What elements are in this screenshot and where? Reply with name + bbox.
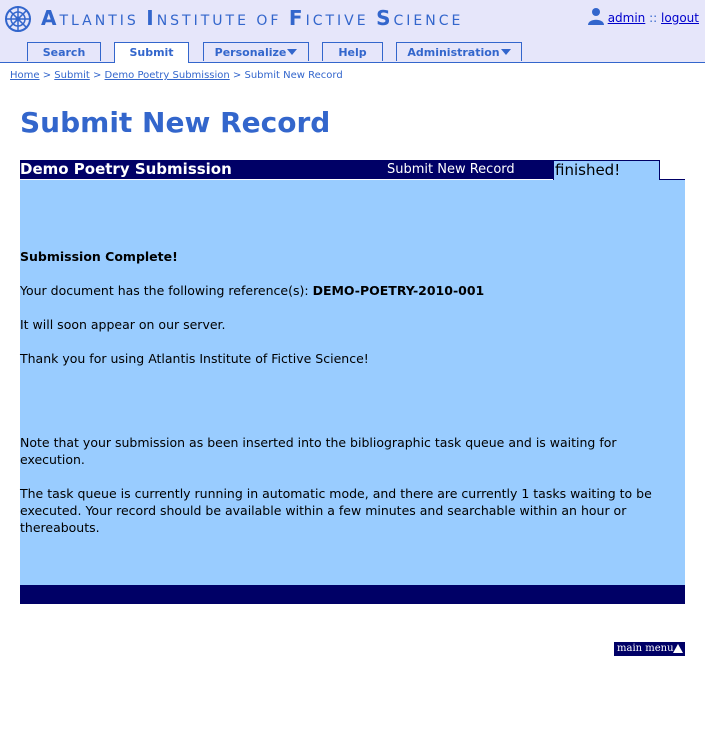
user-icon xyxy=(587,7,605,25)
tab-search-label: Search xyxy=(42,46,86,59)
appear-text: It will soon appear on our server. xyxy=(20,317,226,332)
tab-administration[interactable] xyxy=(396,42,522,61)
breadcrumb-current: Submit New Record xyxy=(244,70,343,81)
chevron-down-icon xyxy=(501,49,511,55)
reference-line xyxy=(20,282,660,299)
complete-heading: Submission Complete! xyxy=(20,249,178,264)
queue-note: Note that your submission as been inserted into the bibliographic task queue and is waiting for execution. xyxy=(20,435,617,467)
site-header xyxy=(0,0,705,62)
logout-link[interactable]: logout xyxy=(661,11,699,25)
site-title-word: FICTIVE xyxy=(288,6,369,30)
breadcrumb-doctype[interactable]: Demo Poetry Submission xyxy=(104,70,230,81)
site-title-word: SCIENCE xyxy=(376,6,464,30)
tab-personalize-label: Personalize xyxy=(214,46,287,59)
doctype-name: Demo Poetry Submission xyxy=(20,160,232,178)
user-link-admin[interactable]: admin xyxy=(607,11,646,25)
tab-help-label: Help xyxy=(338,46,367,59)
queue-status: The task queue is currently running in automatic mode, and there are currently 1 tasks waiting to be executed. Your record should be available within a few minutes and searchable within an hour or thereabouts. xyxy=(20,486,652,535)
user-area xyxy=(587,7,699,25)
ship-wheel-icon[interactable] xyxy=(4,5,32,33)
breadcrumb-separator: > xyxy=(42,70,52,81)
submission-header xyxy=(20,160,553,179)
breadcrumb-submit[interactable]: Submit xyxy=(54,70,90,81)
main-menu-label: main menu xyxy=(617,643,674,654)
tab-personalize[interactable] xyxy=(203,42,309,61)
triangle-up-icon xyxy=(673,644,683,653)
reference-text: Your document has the following reference(s): xyxy=(20,283,313,298)
user-separator: :: xyxy=(649,11,658,25)
tab-search[interactable] xyxy=(27,42,101,61)
site-title-word: ATLANTIS xyxy=(41,6,139,30)
tab-submit-label: Submit xyxy=(129,46,174,59)
tab-administration-label: Administration xyxy=(407,46,500,59)
tab-help[interactable] xyxy=(322,42,383,61)
page-title: Submit New Record xyxy=(20,106,331,139)
breadcrumb-separator: > xyxy=(92,70,102,81)
site-title xyxy=(41,6,463,30)
tab-finished[interactable]: finished! xyxy=(553,160,660,180)
submission-footer xyxy=(20,585,685,604)
breadcrumb-home[interactable]: Home xyxy=(10,70,40,81)
breadcrumb xyxy=(10,70,343,81)
action-name: Submit New Record xyxy=(387,162,515,177)
site-title-word: OF xyxy=(256,13,282,29)
thanks-text: Thank you for using Atlantis Institute of Fictive Science! xyxy=(20,351,369,366)
reference-id: DEMO-POETRY-2010-001 xyxy=(312,283,485,298)
breadcrumb-separator: > xyxy=(232,70,242,81)
main-tabs xyxy=(0,42,705,63)
tab-submit[interactable] xyxy=(114,42,189,63)
submission-body xyxy=(20,180,685,585)
chevron-down-icon xyxy=(287,49,297,55)
main-menu-button[interactable] xyxy=(614,642,685,656)
site-title-word: INSTITUTE xyxy=(146,6,249,30)
